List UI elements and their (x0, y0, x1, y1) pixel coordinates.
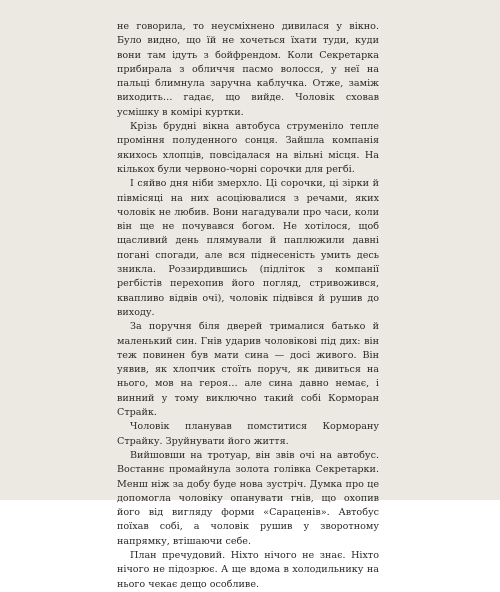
page-text (117, 20, 379, 592)
paragraph-7: План пречудовий. Ніхто нічого не знає. Ніхто нічого не підозрює. А ще вдома в холодильнику на нього чекає дещо особливе. (117, 549, 379, 590)
paragraph-6: Вийшовши на тротуар, він звів очі на автобус. Востаннє промайнула золота голівка Секретарки. Менш ніж за добу буде нова зустріч. Думка про це допомогла чоловіку опанувати гнів, що охопив його від вигляду форми «Сараценів». Автобус поїхав собі, а чоловік рушив у зворотному напрямку, втішаючи себе. (117, 449, 379, 547)
paragraph-2: Крізь брудні вікна автобуса струменіло тепле проміння полуденного сонця. Зайшла компанія якихось хлопців, повсідалася на вільні місця. На кількох були червоно-чорні сорочки для регбі. (117, 121, 379, 175)
paragraph-4: За поручня біля дверей трималися батько й маленький син. Гнів ударив чоловікові під дих: він теж повинен був мати сина — досі живого. Він уявив, як хлопчик стоїть поруч, як дивиться на нього, мов на героя… але сина давно немає, і винний у тому виключно такий собі Корморан Страйк. (117, 321, 379, 419)
paragraph-3: І сяйво дня ніби змерхло. Ці сорочки, ці зірки й півмісяці на них асоціювалися з речами, яких чоловік не любив. Вони нагадували про часи, коли він ще не почувався богом. Не хотілося, щоб щасливий день плямували й паплюжили давні погані спогади, але вся піднесеність умить десь зникла. Роззирдившись (підліток з компанії регбістів перехопив його погляд, стривожився, квапливо відвів очі), чоловік підвівся й рушив до виходу. (117, 178, 379, 318)
paragraph-5: Чоловік планував помститися Корморану Страйку. Зруйнувати його життя. (117, 421, 379, 447)
paragraph-1: не говорила, то неусміхнено дивилася у вікно. Було видно, що їй не хочеться їхати туди, куди вони там ідуть з бойфрендом. Коли Секретарка прибирала з обличчя пасмо волосся, у неї на пальці блимнула заручна каблучка. Отже, заміж виходить… гадає, що вийде. Чоловік сховав усмішку в комірі куртки. (117, 21, 379, 118)
